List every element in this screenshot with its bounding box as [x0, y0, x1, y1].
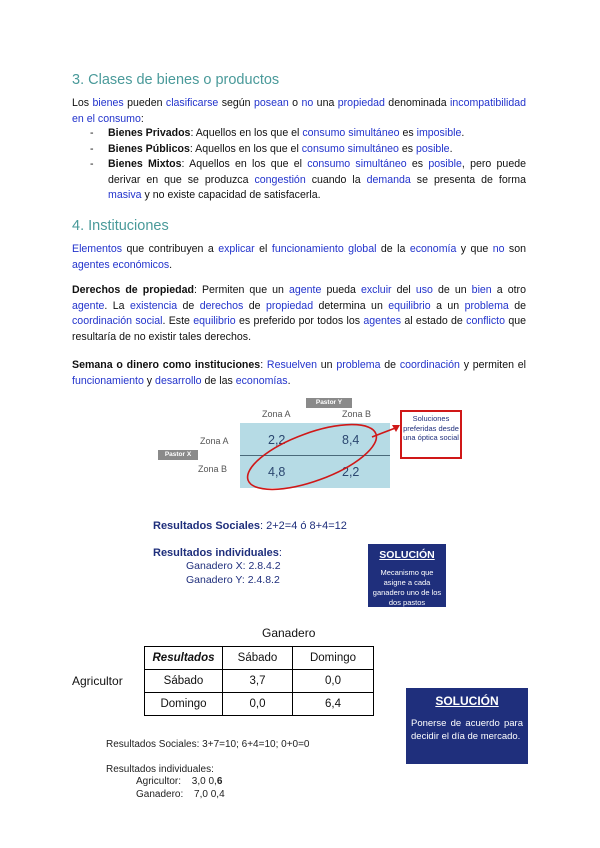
table-header-cell: Resultados: [145, 647, 223, 670]
pastor-solution-text: Mecanismo que asigne a cada ganadero uno de los dos pastos: [372, 568, 442, 607]
text-run: y no existe capacidad de satisfacerla.: [141, 189, 321, 201]
highlighted-term: no: [301, 97, 314, 109]
bold-term: Bienes Públicos: [108, 142, 190, 155]
highlighted-term: propiedad: [337, 97, 385, 109]
text-run: .: [169, 258, 173, 271]
ganadero-results-label: Ganadero:: [136, 789, 184, 800]
agricultor-side-label: Agricultor: [72, 674, 123, 688]
pastor-solution-title: SOLUCIÓN: [379, 549, 435, 561]
pastor-individual-results: Resultados individuales:: [153, 547, 282, 559]
highlighted-term: coordinación social: [72, 315, 163, 327]
highlighted-term: incompatibilidad en el consumo: [72, 97, 526, 125]
table-row: [145, 693, 374, 716]
highlighted-term: posean: [253, 97, 289, 109]
highlighted-term: agentes: [363, 315, 402, 327]
bold-term: Bienes Privados: [108, 127, 191, 139]
text-run: a un: [430, 299, 465, 312]
highlighted-term: demanda: [366, 173, 411, 186]
agricultor-results-highlight: 6: [216, 776, 223, 787]
highlighted-term: consumo simultáneo: [307, 158, 407, 170]
text-run: .: [449, 142, 453, 155]
goods-list: [72, 126, 526, 204]
preferred-solutions-ellipse: [240, 411, 384, 503]
row-label-zona-a: Zona A: [200, 436, 229, 446]
diagonal-ellipse-svg: [240, 405, 410, 505]
text-run: denominada: [384, 97, 451, 109]
highlighted-term: agentes económicos: [72, 258, 170, 271]
text-run: una: [313, 97, 338, 109]
text-run: que contribuyen a: [122, 243, 219, 255]
text-run: son: [504, 243, 527, 255]
market-solution-box: [406, 688, 528, 764]
highlighted-term: posible: [416, 142, 450, 155]
cell-a-b: 8,4: [342, 433, 360, 447]
highlighted-term: agente: [72, 299, 105, 312]
market-solution-text: Ponerse de acuerdo para decidir el día de mercado.: [411, 718, 523, 742]
highlighted-term: congestión: [254, 173, 306, 186]
text-run: :: [140, 112, 144, 125]
text-run: de: [243, 299, 266, 312]
text-run: . Este: [162, 315, 194, 327]
table-cell: Domingo: [145, 693, 223, 716]
cell-b-b: 2,2: [342, 465, 360, 479]
table-cell: Sábado: [145, 670, 223, 693]
highlighted-term: propiedad: [265, 299, 314, 312]
highlighted-term: economía: [409, 243, 457, 255]
text-run: a otro: [491, 284, 526, 296]
highlighted-term: posible: [428, 158, 462, 170]
text-run: el: [254, 243, 272, 255]
table-cell: 0,0: [223, 693, 293, 716]
highlighted-term: problema: [464, 299, 509, 312]
highlighted-term: uso: [415, 284, 433, 296]
cell-a-a: 2,2: [268, 433, 286, 447]
highlighted-term: masiva: [108, 189, 142, 201]
highlighted-term: existencia: [129, 299, 178, 312]
text-run: es: [399, 127, 417, 139]
market-day-payoff-table: [144, 646, 374, 716]
section-4-paragraph-institutions: [72, 358, 526, 389]
ganadero-header-label: Ganadero: [262, 626, 316, 640]
highlighted-term: funcionamiento global: [271, 243, 377, 255]
text-run: de: [177, 299, 200, 312]
section-4-paragraph-elements: [72, 242, 526, 273]
individual-results-label: Resultados individuales: [153, 547, 279, 559]
ganadero-y-results: Ganadero Y: 2.4.8.2: [186, 574, 280, 586]
agricultor-results-label: Agricultor:: [136, 776, 182, 787]
text-run: : Permiten que un: [193, 284, 289, 296]
table-cell: 6,4: [293, 693, 374, 716]
highlighted-term: clasificarse: [165, 97, 219, 109]
text-run: es: [398, 142, 416, 155]
text-run: de las: [201, 374, 236, 387]
agricultor-results: [136, 776, 222, 787]
text-run: determina un: [313, 299, 389, 312]
text-run: que resultaría de no existir tales derechos.: [72, 315, 527, 343]
highlighted-term: coordinación: [399, 359, 460, 371]
text-run: :: [260, 359, 267, 371]
text-run: de: [508, 299, 527, 312]
highlighted-term: desarrollo: [155, 374, 202, 387]
highlighted-term: equilibrio: [388, 299, 431, 312]
highlighted-term: Resuelven: [266, 359, 317, 371]
text-run: .: [287, 374, 291, 387]
ganadero-results: [136, 789, 225, 800]
text-run: cuando la: [305, 173, 367, 186]
cell-b-a: 4,8: [268, 465, 286, 479]
bold-term: Bienes Mixtos: [108, 158, 182, 170]
text-run: .: [461, 127, 465, 139]
text-run: . La: [104, 299, 130, 312]
highlighted-term: explicar: [218, 243, 255, 255]
social-results-label: Resultados Sociales: [153, 520, 260, 532]
text-run: y permiten el: [459, 359, 527, 371]
text-run: según: [218, 97, 254, 109]
highlighted-term: no: [492, 243, 505, 255]
text-run: un: [316, 359, 337, 371]
highlighted-term: consumo simultáneo: [301, 142, 399, 155]
text-run: o: [288, 97, 302, 109]
column-label-zona-a: Zona A: [262, 409, 291, 419]
social-results-value: : 2+2=4 ó 8+4=12: [260, 520, 347, 532]
highlighted-term: agente: [288, 284, 322, 296]
text-run: : Aquellos en los que el: [189, 142, 302, 155]
text-run: de la: [376, 243, 410, 255]
market-individual-results-label: Resultados individuales:: [106, 764, 214, 775]
highlighted-term: imposible: [416, 127, 462, 139]
highlighted-term: consumo simultáneo: [302, 127, 400, 139]
text-run: y: [143, 374, 156, 387]
text-run: al estado de: [401, 315, 467, 327]
highlighted-term: economías: [235, 374, 288, 387]
social-solution-callout: Soluciones preferidas desde una óptica social: [400, 410, 462, 459]
pastor-y-tag: Pastor Y: [306, 398, 352, 408]
table-header-cell: Domingo: [293, 647, 374, 670]
text-run: : Aquellos en los que el: [190, 127, 303, 139]
column-label-zona-b: Zona B: [342, 409, 372, 419]
list-item-mixed-goods: [72, 157, 526, 204]
text-run: : Aquellos en los que el: [181, 158, 308, 170]
highlighted-term: Elementos: [72, 243, 123, 255]
section-4-paragraph-property-rights: [72, 283, 526, 345]
pastor-social-results: [153, 520, 347, 532]
text-run: y que: [456, 243, 493, 255]
highlighted-term: excluir: [360, 284, 392, 296]
row-label-zona-b: Zona B: [198, 464, 228, 474]
bold-term: Semana o dinero como instituciones: [72, 359, 261, 371]
table-header-row: [145, 647, 374, 670]
highlighted-term: derechos: [199, 299, 244, 312]
section-3-intro: [72, 96, 526, 127]
text-run: es: [406, 158, 429, 170]
highlighted-term: conflicto: [466, 315, 506, 327]
highlighted-term: problema: [336, 359, 381, 371]
highlighted-term: funcionamiento: [72, 374, 144, 387]
market-solution-title: SOLUCIÓN: [435, 694, 499, 708]
highlighted-term: bien: [471, 284, 492, 296]
table-header-cell: Sábado: [223, 647, 293, 670]
text-run: pueden: [123, 97, 166, 109]
bold-term: Derechos de propiedad: [72, 284, 194, 296]
pastor-x-tag: Pastor X: [158, 450, 198, 460]
list-item-private-goods: [72, 126, 526, 142]
highlighted-term: bienes: [92, 97, 124, 109]
ganadero-results-values: 7,0 0,4: [194, 789, 225, 800]
agricultor-results-values: 3,0 0,: [191, 776, 217, 787]
text-run: es preferido por todos los: [235, 315, 364, 327]
text-run: del: [391, 284, 416, 296]
text-run: de un: [432, 284, 472, 296]
list-item-public-goods: [72, 142, 526, 158]
table-cell: 0,0: [293, 670, 374, 693]
market-social-results: Resultados Sociales: 3+7=10; 6+4=10; 0+0=0: [106, 739, 310, 750]
table-row: [145, 670, 374, 693]
section-4-title: 4. Instituciones: [72, 218, 169, 234]
table-cell: 3,7: [223, 670, 293, 693]
text-run: se presenta de forma: [410, 173, 526, 186]
text-run: de: [380, 359, 400, 371]
pastor-solution-box: [368, 544, 446, 607]
text-run: , pero puede derivar en que se produzca: [108, 158, 527, 186]
section-3-title: 3. Clases de bienes o productos: [72, 72, 280, 88]
text-run: Los: [72, 97, 93, 109]
ganadero-x-results: Ganadero X: 2.8.4.2: [186, 560, 281, 572]
highlighted-term: equilibrio: [193, 315, 236, 327]
text-run: pueda: [321, 284, 361, 296]
